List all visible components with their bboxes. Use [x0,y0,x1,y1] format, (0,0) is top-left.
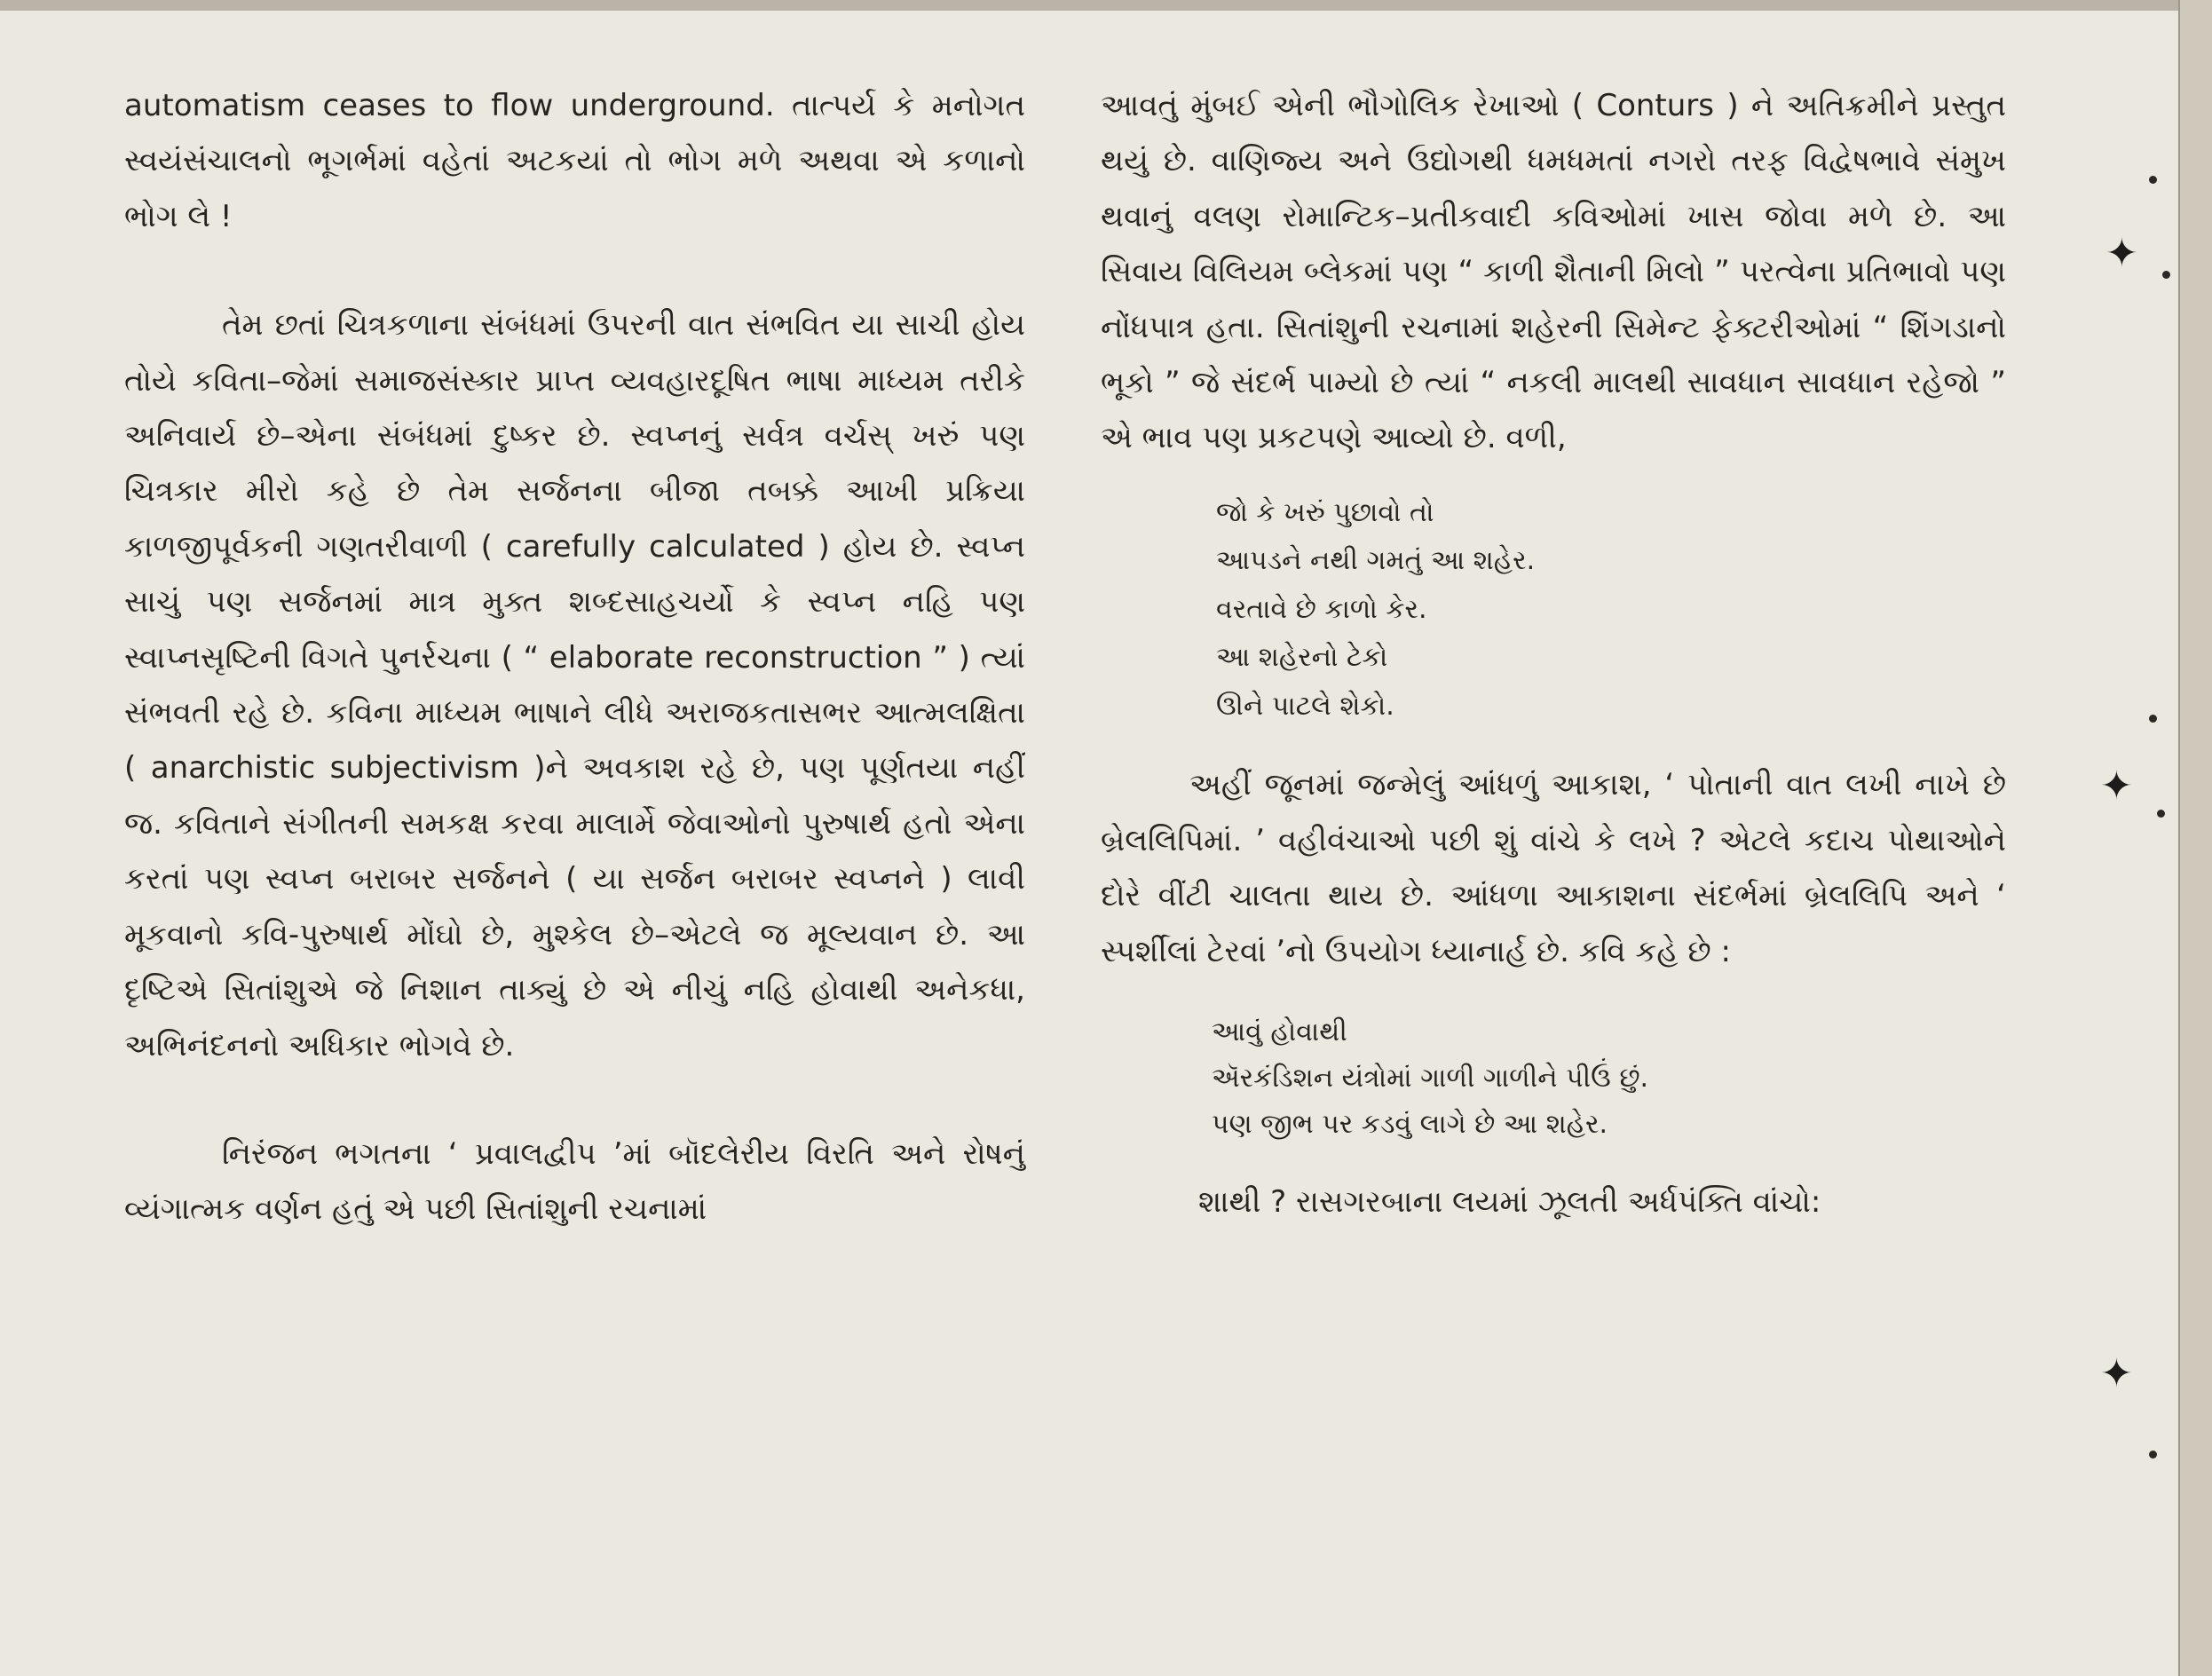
poem-line: ઍરકંડિશન યંત્રોમાં ગાળી ગાળીને પીઉં છું. [1212,1062,1649,1094]
binding-hole-icon: ✦ [2100,763,2133,809]
right-paragraph-1: આવતું મુંબઈ એની ભૌગોલિક રેખાઓ ( Conturs ) ને અતિક્રમીને પ્રસ્તુત થયું છે. વાણિજ્ય અને ઉદ્યોગથી ધમધમતાં નગરો તરફ વિદ્વેષભાવે સંમુખ થવાનું વલણ રોમાન્ટિક–પ્રતીકવાદી કવિઓમાં ખાસ જોવા મળે છે. આ સિવાય વિલિયમ બ્લેકમાં પણ “ કાળી શૈતાની મિલો ” પરત્વેના પ્રતિભાવો પણ નોંધપાત્ર હતા. સિતાંશુની રચનામાં શહેરની સિમેન્ટ ફેક્ટરીઓમાં “ શિંગડાનો ભૂકો ” જે સંદર્ભ પામ્યો છે ત્યાં “ નકલી માલથી સાવધાન સાવધાન રહેજો ” એ ભાવ પણ પ્રકટપણે આવ્યો છે. વળી, [1101,88,2006,456]
poem-excerpt-2 [1212,1009,2006,1148]
binding-hole-mark [2157,810,2165,818]
poem-excerpt-1 [1216,489,2006,731]
left-paragraph-3: નિરંજન ભગતના ‘ પ્રવાલદ્વીપ ’માં બૉદલેરીય વિરતિ અને રોષનું વ્યંગાત્મક વર્ણન હતું એ પછી સિતાંશુની રચનામાં [124,1135,1025,1228]
poem-line: આ શહેરનો ટેકો [1216,642,1388,674]
binding-hole-mark [2149,1451,2157,1459]
binding-hole-mark [2149,176,2157,184]
binding-hole-mark [2149,715,2157,723]
right-paragraph-3: શાથી ? રાસગરબાના લયમાં ઝૂલતી અર્ધપંક્તિ વાંચો: [1198,1183,1821,1220]
poem-line: આપડને નથી ગમતું આ શહેર. [1216,545,1536,577]
poem-line: આવું હોવાથી [1212,1016,1347,1048]
right-paragraph-2: અહીં જૂનમાં જન્મેલું આંધળું આકાશ, ‘ પોતાની વાત લખી નાખે છે બ્રેલલિપિમાં. ’ વહીવંચાઓ પછી શું વાંચે કે લખે ? એટલે કદાચ પોથાઓને દોરે વીંટી ચાલતા થાય છે. આંધળા આકાશના સંદર્ભમાં બ્રેલલિપિ અને ‘ સ્પર્શીલાં ટેરવાં ’નો ઉપયોગ ધ્યાનાર્હ છે. કવિ કહે છે : [1101,767,2006,969]
left-paragraph-1: automatism ceases to flow underground. તાત્પર્ય કે મનોગત સ્વયંસંચાલનો ભૂગર્ભમાં વહેતાં અટકયાં તો ભોગ મળે અથવા એ કળાનો ભોગ લે ! [124,88,1025,234]
binding-hole-icon: ✦ [2105,231,2138,276]
page-right-edge [2178,0,2212,1676]
right-column [1101,78,2006,1229]
poem-line: જો કે ખરું પુછાવો તો [1216,496,1434,528]
page-top-edge [0,0,2212,11]
poem-line: વરતાવે છે કાળો કેર. [1216,593,1427,625]
binding-hole-mark [2162,271,2170,279]
poem-line: પણ જીભ પર કડવું લાગે છે આ શહેર. [1212,1108,1608,1140]
poem-line: ઊને પાટલે શેકો. [1216,690,1394,722]
binding-hole-icon: ✦ [2100,1351,2133,1396]
left-column [124,78,1025,1237]
left-paragraph-2: તેમ છતાં ચિત્રકળાના સંબંધમાં ઉપરની વાત સંભવિત યા સાચી હોય તોયે કવિતા–જેમાં સમાજસંસ્કાર પ્રાપ્ત વ્યવહારદૂષિત ભાષા માધ્યમ તરીકે અનિવાર્ય છે–એના સંબંધમાં દુષ્કર છે. સ્વપ્નનું સર્વત્ર વર્ચસ્ ખરું પણ ચિત્રકાર મીરો કહે છે તેમ સર્જનના બીજા તબક્કે આખી પ્રક્રિયા કાળજીપૂર્વકની ગણતરીવાળી ( carefully calculated ) હોય છે. સ્વપ્ન સાચું પણ સર્જનમાં માત્ર મુક્ત શબ્દસાહચર્યો કે સ્વપ્ન નહિ પણ સ્વાપ્નસૃષ્ટિની વિગતે પુનર્રચના ( “ elaborate reconstruction ” ) ત્યાં સંભવતી રહે છે. કવિના માધ્યમ ભાષાને લીધે અરાજકતાસભર આત્મલક્ષિતા ( anarchistic subjectivism )ને અવકાશ રહે છે, પણ પૂર્ણતયા નહીં જ. કવિતાને સંગીતની સમકક્ષ કરવા માલાર્મે જેવાઓનો પુરુષાર્થ હતો એના કરતાં પણ સ્વપ્ન બરાબર સર્જનને ( યા સર્જન બરાબર સ્વપ્નને ) લાવી મૂકવાનો કવિ-પુરુષાર્થ મોંઘો છે, મુશ્કેલ છે–એટલે જ મૂલ્યવાન છે. આ દૃષ્ટિએ સિતાંશુએ જે નિશાન તાક્યું છે એ નીચું નહિ હોવાથી અનેકધા, અભિનંદનનો અધિકાર ભોગવે છે. [124,307,1025,1063]
